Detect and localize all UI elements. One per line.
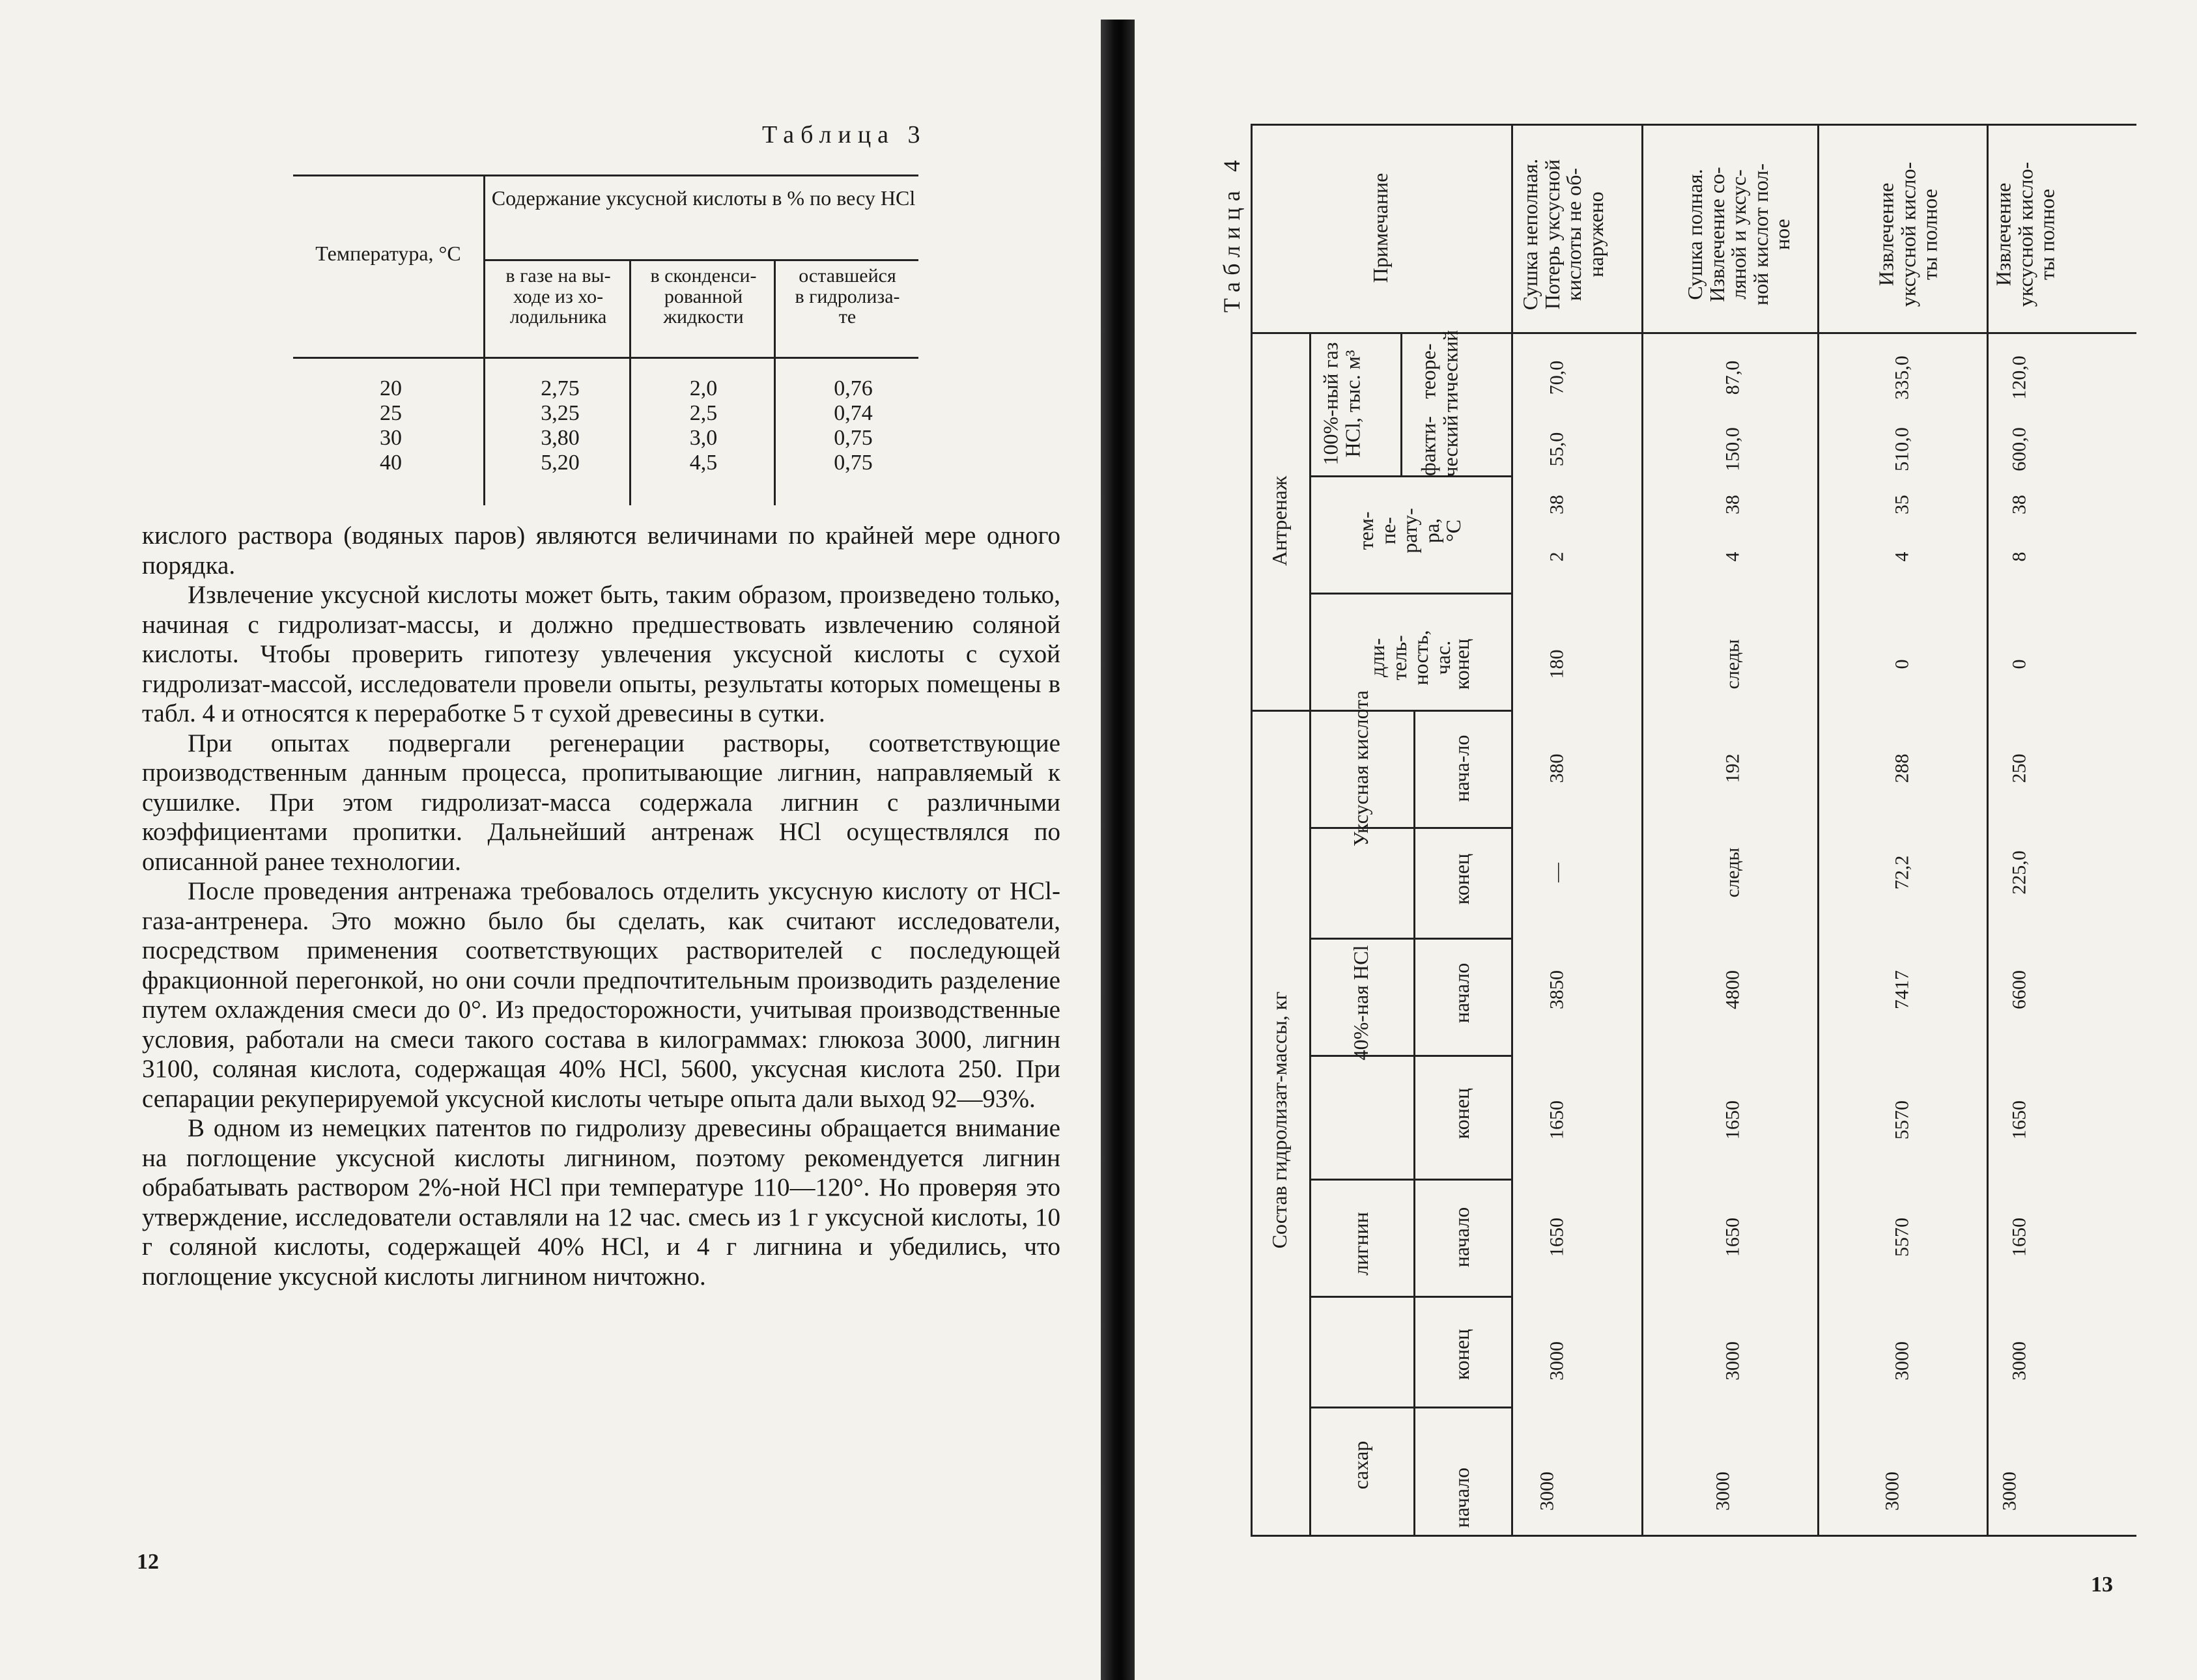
table4-remark-cell: Сушка полная. Извлечение со- ляной и уксус- ной кислот пол- ное (1683, 163, 1794, 305)
table4-cell: 510,0 (1891, 427, 1913, 471)
table4-temperature-header: тем- пе- рату- ра, °С (1354, 508, 1466, 553)
table4-cell: 70,0 (1546, 360, 1568, 395)
table3 (293, 175, 918, 505)
table4-remark-cell: Извлечение уксусной кисло- ты полное (1874, 161, 1942, 307)
table4-cell: 120,0 (2008, 356, 2030, 400)
table4-cell: 600,0 (2008, 427, 2030, 471)
table4-start-end-label: конец (1450, 1328, 1474, 1380)
table4-remark-cell: Извлечение уксусной кисло- ты полное (1991, 161, 2059, 307)
table4-cell: 380 (1546, 753, 1568, 783)
left-page (0, 0, 1094, 1680)
table4-cell: 38 (1722, 495, 1744, 514)
table4-cell: 335,0 (1891, 356, 1913, 400)
table4-cell: 3850 (1546, 970, 1568, 1009)
table3-header-group: Содержание уксусной кислоты в % по весу HCl (491, 186, 916, 210)
table4-subgroup-label: 40%-ная HCl (1349, 945, 1373, 1061)
paragraph: При опытах подвергали регенерации растворы, соответствующие производственным данным процесса, пропитывающие лигнин, направляемый к сушилке. При этом гидролизат-масса содержала лигнин с различными коэффициентами пропитки. Дальнейший антренаж HCl осуществлялся по описанной ранее технологии. (142, 729, 1060, 876)
table4-cell: 1650 (1722, 1100, 1744, 1140)
table4-start-end-label: начало (1450, 1467, 1474, 1528)
table4-cell: 7417 (1891, 970, 1913, 1009)
table4-start-end-label: нача-ло (1450, 735, 1474, 802)
table3-col-condensed: 2,0 2,5 3,0 4,5 (689, 376, 718, 475)
book-spine (1101, 20, 1135, 1680)
table4-cell: 150,0 (1722, 427, 1744, 471)
left-page-body-text (142, 521, 1060, 1291)
table4-cell: следы (1722, 639, 1744, 690)
table4-cell: 5570 (1891, 1218, 1913, 1257)
table4-cell: 3000 (1536, 1472, 1558, 1511)
table4-cell: 3000 (1998, 1472, 2020, 1511)
table4-duration-header: дли- тель- ность, час. (1365, 630, 1454, 686)
table4-subgroup-label: лигнин (1349, 1212, 1373, 1276)
table3-subheader-condensed: в сконденси- рованной жидкости (650, 265, 757, 328)
table3-subheader-gas: в газе на вы- ходе из хо- лодильника (505, 265, 611, 328)
table4-remark-cell: Сушка неполная. Потерь уксусной кислоты не об- наружено (1518, 158, 1608, 311)
table4-cell: 3000 (1712, 1472, 1734, 1511)
table4-start-end-label: начало (1450, 962, 1474, 1024)
table4-cell: 6600 (2008, 970, 2030, 1009)
table4-cell: 72,2 (1891, 855, 1913, 890)
table4-cell: — (1546, 863, 1568, 882)
table4-cell: 0 (2008, 659, 2030, 669)
table4-cell: 38 (2008, 495, 2030, 514)
table4-cell: 3000 (1546, 1341, 1568, 1380)
table4-cell: 38 (1546, 495, 1568, 514)
table4 (1251, 124, 2136, 1537)
table4-cell: 250 (2008, 753, 2030, 783)
table4-cell: 1650 (1546, 1100, 1568, 1140)
table4-cell: 2 (1546, 552, 1568, 562)
table4-cell: следы (1722, 847, 1744, 898)
table4-cell: 4 (1722, 552, 1744, 562)
table4-cell: 288 (1891, 753, 1913, 783)
table4-cell: 5570 (1891, 1100, 1913, 1140)
table3-col-remaining: 0,76 0,74 0,75 0,75 (834, 376, 873, 475)
table4-cell: 180 (1546, 649, 1568, 679)
table3-col-gas-exit: 2,75 3,25 3,80 5,20 (541, 376, 580, 475)
table4-cell: 3000 (1722, 1341, 1744, 1380)
paragraph: После проведения антренажа требовалось отделить уксусную кислоту от HCl-газа-антренера. Это можно было бы сделать, как считают исследователи, посредством применения соответствующих растворителей с последующей фракционной перегонкой, но они сочли предпочтительным производить разделение путем охлаждения смеси до 0°. Из предосторожности, учитывая производственные условия, работали на смеси такого состава в килограммах: глюкоза 3000, лигнин 3100, соляная кислота, содержащая 40% HCl, 5600, уксусная кислота 250. При сепарации рекуперируемой уксусной кислоты четыре опыта дали выход 92—93%. (142, 877, 1060, 1113)
page-number: 13 (2091, 1573, 2113, 1597)
table4-subgroup-label: сахар (1349, 1440, 1373, 1490)
table4-group-antrenazh: Антренаж (1268, 475, 1292, 567)
table4-gas-actual-header: факти- ческий (1416, 415, 1462, 477)
table4-cell: 3000 (1891, 1341, 1913, 1380)
table3-subheader-remaining: оставшейся в гидролиза- те (795, 265, 900, 328)
table4-cell: 1650 (1722, 1218, 1744, 1257)
paragraph: В одном из немецких патентов по гидролизу древесины обращается внимание на поглощение уксусной кислоты лигнином, поэтому рекомендуется лигнин обрабатывать раствором 2%-ной HCl при температуре 110—120°. Но проверяя это утверждение, исследователи оставляли на 12 час. смесь из 1 г уксусной кислоты, 10 г соляной кислоты, содержащей 40% HCl, и 4 г лигнина и убедились, что поглощение уксусной кислоты лигнином ничтожно. (142, 1114, 1060, 1291)
table4-group-composition: Состав гидролизат-массы, кг (1268, 991, 1292, 1249)
table4-cell: 4800 (1722, 970, 1744, 1009)
table4-cell: 1650 (2008, 1218, 2030, 1257)
page-number: 12 (137, 1550, 159, 1574)
table4-cell: 1650 (1546, 1218, 1568, 1257)
table4-cell: 3000 (2008, 1341, 2030, 1380)
table4-subgroup-label: Уксусная кислота (1349, 690, 1373, 847)
table4-cell: 8 (2008, 552, 2030, 562)
table4-start-end-label: конец (1450, 853, 1474, 905)
table4-caption-box (1218, 117, 1251, 313)
table4-start-end-label: конец (1450, 638, 1474, 690)
table4-start-end-label: конец (1450, 1087, 1474, 1140)
table3-caption: Таблица 3 (762, 121, 927, 148)
table4-gas-group-header: 100%-ный газ HCl, тыс. м³ (1318, 342, 1364, 466)
paragraph: Извлечение уксусной кислоты может быть, таким образом, произведено только, начиная с гидролизат-массы, и должно предшествовать извлечению соляной кислоты. Чтобы проверить гипотезу увлечения уксусной кислоты с сухой гидролизат-массой, исследователи провели опыты, результаты которых помещены в табл. 4 и относятся к переработке 5 т сухой древесины в сутки. (142, 581, 1060, 727)
table3-header-temperature: Температура, °С (315, 242, 461, 265)
table4-caption: Таблица 4 (1219, 154, 1245, 313)
table4-group-remark: Примечание (1368, 173, 1393, 283)
table4-cell: 35 (1891, 495, 1913, 514)
table4-cell: 55,0 (1546, 432, 1568, 467)
table4-cell: 1650 (2008, 1100, 2030, 1140)
table4-start-end-label: начало (1450, 1207, 1474, 1268)
table4-cell: 3000 (1881, 1472, 1903, 1511)
table4-cell: 0 (1891, 659, 1913, 669)
table4-cell: 225,0 (2008, 850, 2030, 895)
paragraph: кислого раствора (водяных паров) являются величинами по крайней мере одного порядка. (142, 522, 1060, 580)
table4-gas-theoretical-header: теоре- тический (1416, 329, 1462, 413)
table3-col-temperature: 20 25 30 40 (380, 376, 402, 475)
table4-cell: 192 (1722, 753, 1744, 783)
table4-cell: 87,0 (1722, 360, 1744, 395)
table4-cell: 4 (1891, 552, 1913, 562)
